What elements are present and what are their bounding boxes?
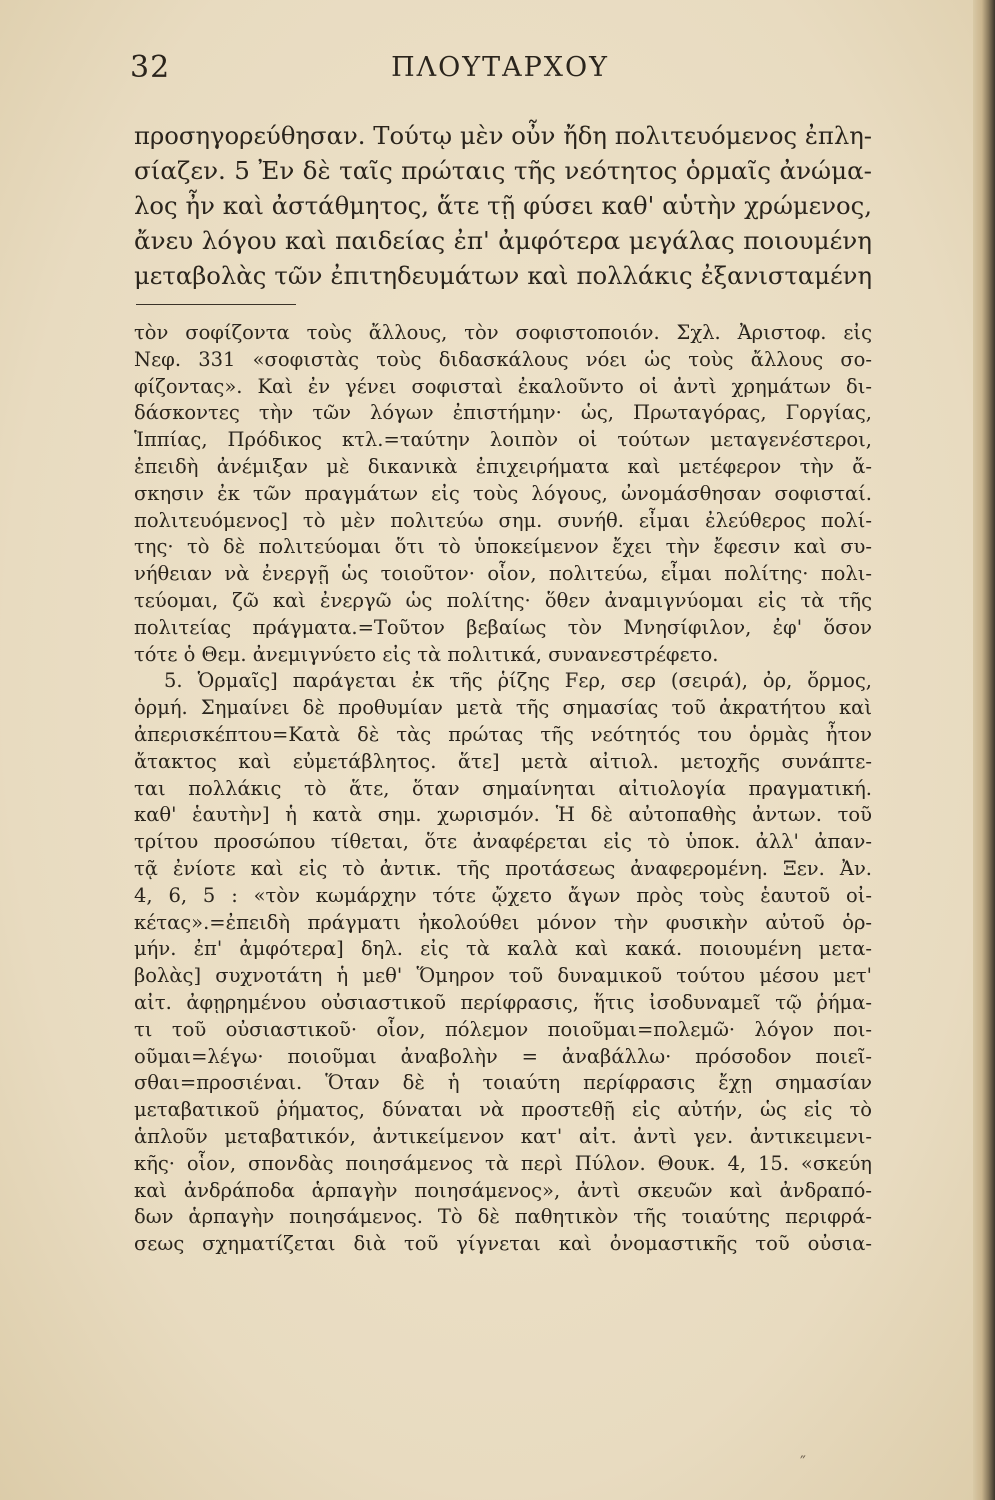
note-line: πολιτείας πράγματα.=Τοῦτον βεβαίως τὸν Μνησίφιλον, ἐφ' ὅσον (134, 615, 872, 639)
note-line: ται πολλάκις τὸ ἅτε, ὅταν σημαίνηται αἰτιολογία πραγματική. (134, 776, 872, 800)
note-line: τᾷ ἐνίοτε καὶ εἰς τὸ ἀντικ. τῆς προτάσεως ἀναφερομένη. Ξεν. Ἀν. (134, 856, 872, 880)
running-head: ΠΛΟΥΤΑΡΧΟΥ (391, 52, 609, 83)
note-line: ἀπερισκέπτου=Κατὰ δὲ τὰς πρώτας τῆς νεότητός του ὁρμὰς ἦτον (134, 722, 872, 746)
note-line: ἐπειδὴ ἀνέμιξαν μὲ δικανικὰ ἐπιχειρήματα καὶ μετέφερον τὴν ἄ- (134, 454, 872, 478)
note-line: τι τοῦ οὐσιαστικοῦ· οἷον, πόλεμον ποιοῦμαι=πολεμῶ· λόγον ποι- (134, 1017, 872, 1041)
note-line: οῦμαι=λέγω· ποιοῦμαι ἀναβολὴν = ἀναβάλλω· πρόσοδον ποιεῖ- (134, 1044, 872, 1068)
bottom-mark: ″ (800, 1452, 806, 1471)
note-line: ἁπλοῦν μεταβατικόν, ἀντικείμενον κατ' αἰτ. ἀντὶ γεν. ἀντικειμενι- (134, 1124, 872, 1148)
note-line: κῆς· οἷον, σπονδὰς ποιησάμενος τὰ περὶ Πύλον. Θουκ. 4, 15. «σκεύη (134, 1151, 872, 1175)
commentary-notes (134, 320, 872, 1258)
main-text (134, 118, 872, 293)
note-line: ὁρμή. Σημαίνει δὲ προθυμίαν μετὰ τῆς σημασίας τοῦ ἀκρατήτου καὶ (134, 696, 872, 720)
note-line: τὸν σοφίζοντα τοὺς ἄλλους, τὸν σοφιστοποιόν. Σχλ. Ἀριστοφ. εἰς (134, 321, 872, 344)
note-line: πολιτευόμενος] τὸ μὲν πολιτεύω σημ. συνήθ. εἶμαι ἐλεύθερος πολί- (134, 508, 872, 532)
note-line: κέτας».=ἐπειδὴ πράγματι ἠκολούθει μόνον τὴν φυσικὴν αὐτοῦ ὁρ- (134, 910, 872, 934)
main-text-line: προσηγορεύθησαν. Τούτῳ μὲν οὖν ἤδη πολιτευόμενος ἐπλη- (134, 121, 872, 150)
note-line: της· τὸ δὲ πολιτεύομαι ὅτι τὸ ὑποκείμενον ἔχει τὴν ἔφεσιν καὶ συ- (134, 535, 872, 559)
note-line: αἰτ. ἀφῃρημένου οὐσιαστικοῦ περίφρασις, ἥτις ἰσοδυναμεῖ τῷ ῥήμα- (134, 990, 872, 1014)
note-line: νήθειαν νὰ ἐνεργῇ ὡς τοιοῦτον· οἷον, πολιτεύω, εἶμαι πολίτης· πολι- (134, 562, 872, 586)
main-text-line: σίαζεν. 5 Ἐν δὲ ταῖς πρώταις τῆς νεότητος ὁρμαῖς ἀνώμα- (134, 156, 872, 185)
main-text-line: ἄνευ λόγου καὶ παιδείας ἐπ' ἀμφότερα μεγάλας ποιουμένη (134, 226, 872, 255)
note-line: δάσκοντες τὴν τῶν λόγων ἐπιστήμην· ὡς, Πρωταγόρας, Γοργίας, (134, 401, 872, 425)
note-line: μεταβατικοῦ ῥήματος, δύναται νὰ προστεθῇ εἰς αὐτήν, ὡς εἰς τὸ (134, 1098, 872, 1122)
page-header (130, 50, 870, 90)
note-line: 5. Ὁρμαῖς] παράγεται ἐκ τῆς ῥίζης Fερ, σερ (σειρά), ὀρ, ὅρμος, (164, 669, 872, 693)
main-text-line: μεταβολὰς τῶν ἐπιτηδευμάτων καὶ πολλάκις ἐξανισταμένη (134, 261, 872, 290)
note-line: 4, 6, 5 : «τὸν κωμάρχην τότε ᾤχετο ἄγων πρὸς τοὺς ἑαυτοῦ οἰ- (134, 883, 872, 907)
page-edge-shadow (973, 0, 995, 1500)
note-line: σεως σχηματίζεται διὰ τοῦ γίγνεται καὶ ὀνομαστικῆς τοῦ οὐσια- (134, 1232, 872, 1256)
main-text-line: λος ἦν καὶ ἀστάθμητος, ἅτε τῇ φύσει καθ' αὑτὴν χρώμενος, (134, 191, 872, 220)
note-line: τότε ὁ Θεμ. ἀνεμιγνύετο εἰς τὰ πολιτικά, συνανεστρέφετο. (134, 642, 719, 666)
note-line: Ἱππίας, Πρόδικος κτλ.=ταύτην λοιπὸν οἱ τούτων μεταγενέστεροι, (134, 428, 872, 452)
page-number: 32 (130, 50, 171, 85)
note-line: βολὰς] συχνοτάτη ἡ μεθ' Ὅμηρον τοῦ δυναμικοῦ τούτου μέσου μετ' (134, 964, 872, 988)
note-line: τεύομαι, ζῶ καὶ ἐνεργῶ ὡς πολίτης· ὅθεν ἀναμιγνύομαι εἰς τὰ τῆς (134, 588, 872, 612)
footnote-rule (136, 304, 296, 305)
note-line: δων ἁρπαγὴν ποιησάμενος. Τὸ δὲ παθητικὸν τῆς τοιαύτης περιφρά- (134, 1205, 872, 1229)
note-line: σκησιν ἐκ τῶν πραγμάτων εἰς τοὺς λόγους, ὠνομάσθησαν σοφισταί. (134, 481, 872, 505)
note-line: καθ' ἑαυτὴν] ἡ κατὰ σημ. χωρισμόν. Ἡ δὲ αὐτοπαθὴς ἀντων. τοῦ (134, 803, 872, 827)
note-line: φίζοντας». Καὶ ἐν γένει σοφισταὶ ἐκαλοῦντο οἱ ἀντὶ χρημάτων δι- (134, 374, 872, 398)
note-line: σθαι=προσιέναι. Ὅταν δὲ ἡ τοιαύτη περίφρασις ἔχῃ σημασίαν (134, 1071, 872, 1095)
note-line: ἄτακτος καὶ εὐμετάβλητος. ἅτε] μετὰ αἰτιολ. μετοχῆς συνάπτε- (134, 749, 872, 773)
note-line: τρίτου προσώπου τίθεται, ὅτε ἀναφέρεται εἰς τὸ ὑποκ. ἀλλ' ἀπαν- (134, 830, 872, 854)
note-line: Νεφ. 331 «σοφιστὰς τοὺς διδασκάλους νόει ὡς τοὺς ἄλλους σο- (134, 347, 872, 371)
note-line: μήν. ἐπ' ἀμφότερα] δηλ. εἰς τὰ καλὰ καὶ κακά. ποιουμένη μετα- (134, 937, 872, 961)
note-line: καὶ ἀνδράποδα ἁρπαγὴν ποιησάμενος», ἀντὶ σκευῶν καὶ ἀνδραπό- (134, 1178, 872, 1202)
